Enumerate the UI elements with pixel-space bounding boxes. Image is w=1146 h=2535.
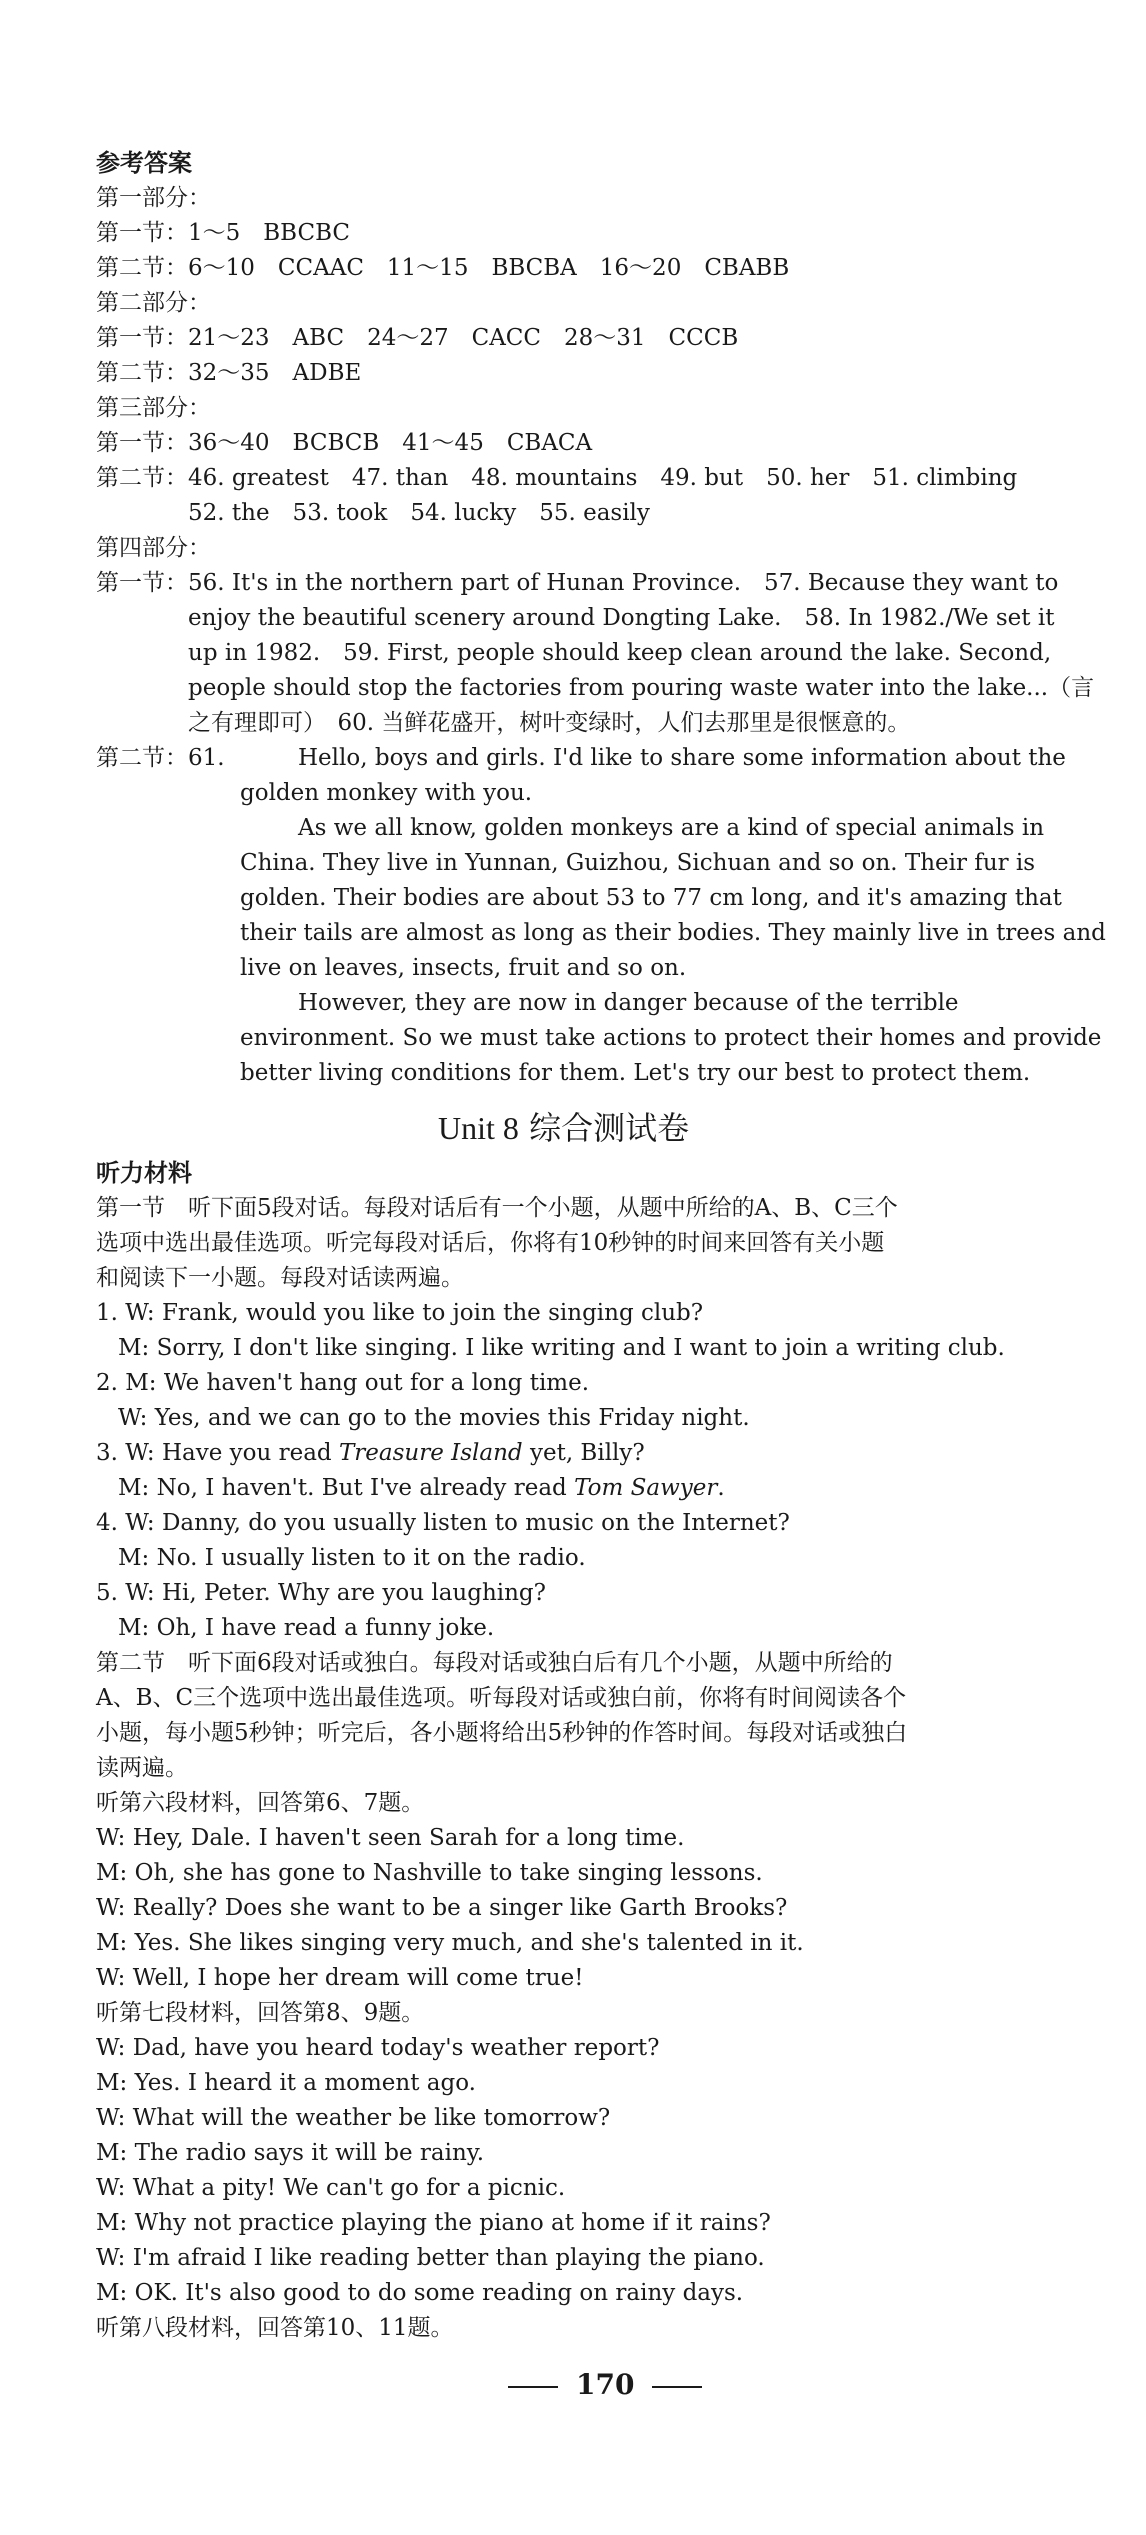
essay-line7: live on leaves, insects, fruit and so on. xyxy=(240,955,687,981)
part1-label: 第一部分： xyxy=(96,185,211,211)
part1-section1: 第一节：1～5 BBCBC xyxy=(96,220,351,246)
part4-label: 第四部分： xyxy=(96,535,211,561)
essay-line4: China. They live in Yunnan, Guizhou, Sichuan and so on. Their fur is xyxy=(240,850,1036,876)
unit-title-cn: 综合测试卷 xyxy=(529,1109,690,1147)
unit-title xyxy=(438,1108,689,1148)
essay-line8: However, they are now in danger because of the terrible xyxy=(298,990,959,1016)
material7-heading: 听第七段材料，回答第8、9题。 xyxy=(96,2000,425,2026)
dialogue-2-m: 2. M: We haven't hang out for a long time. xyxy=(96,1370,590,1396)
dialogue-4-m: M: No. I usually listen to it on the radio. xyxy=(118,1545,586,1571)
dialogue-3-m-post: . xyxy=(717,1475,725,1501)
section2-instruction-line3: 小题，每小题5秒钟；听完后，各小题将给出5秒钟的作答时间。每段对话或独白 xyxy=(96,1720,908,1746)
part4-s2-prefix: 第二节：61. xyxy=(96,745,225,771)
part4-s1-line5: 之有理即可） 60. 当鲜花盛开，树叶变绿时，人们去那里是很惬意的。 xyxy=(188,710,911,736)
material6-line2: M: Oh, she has gone to Nashville to take singing lessons. xyxy=(96,1860,763,1886)
part2-label: 第二部分： xyxy=(96,290,211,316)
material6-heading: 听第六段材料，回答第6、7题。 xyxy=(96,1790,425,1816)
part3-section2-line2: 52. the 53. took 54. lucky 55. easily xyxy=(188,500,650,526)
material8-heading: 听第八段材料，回答第10、11题。 xyxy=(96,2315,454,2341)
material7-line2: M: Yes. I heard it a moment ago. xyxy=(96,2070,476,2096)
listening-heading: 听力材料 xyxy=(96,1159,192,1187)
answers-heading: 参考答案 xyxy=(96,149,192,177)
part4-s1-line3: up in 1982. 59. First, people should keep clean around the lake. Second, xyxy=(188,640,1052,666)
essay-line1: Hello, boys and girls. I'd like to share some information about the xyxy=(298,745,1066,771)
section1-instruction-line1: 第一节 听下面5段对话。每段对话后有一个小题，从题中所给的A、B、C三个 xyxy=(96,1195,898,1221)
dialogue-4-w: 4. W: Danny, do you usually listen to music on the Internet? xyxy=(96,1510,790,1536)
essay-line6: their tails are almost as long as their bodies. They mainly live in trees and xyxy=(240,920,1106,946)
material7-line7: W: I'm afraid I like reading better than playing the piano. xyxy=(96,2245,765,2271)
part2-section1: 第一节：21～23 ABC 24～27 CACC 28～31 CCCB xyxy=(96,325,739,351)
section1-instruction-line3: 和阅读下一小题。每段对话读两遍。 xyxy=(96,1265,464,1291)
material7-line8: M: OK. It's also good to do some reading on rainy days. xyxy=(96,2280,744,2306)
section2-instruction-line1: 第二节 听下面6段对话或独白。每段对话或独白后有几个小题，从题中所给的 xyxy=(96,1650,893,1676)
material7-line3: W: What will the weather be like tomorrow? xyxy=(96,2105,611,2131)
dialogue-3-w xyxy=(96,1438,645,1468)
essay-line3: As we all know, golden monkeys are a kind of special animals in xyxy=(298,815,1045,841)
book-title-tom-sawyer: Tom Sawyer xyxy=(574,1475,718,1501)
essay-line2: golden monkey with you. xyxy=(240,780,533,806)
material6-line5: W: Well, I hope her dream will come true! xyxy=(96,1965,584,1991)
part3-section2-line1: 第二节：46. greatest 47. than 48. mountains 49. but 50. her 51. climbing xyxy=(96,465,1018,491)
part3-section1: 第一节：36～40 BCBCB 41～45 CBACA xyxy=(96,430,593,456)
material6-line1: W: Hey, Dale. I haven't seen Sarah for a long time. xyxy=(96,1825,685,1851)
dialogue-3-m-pre: M: No, I haven't. But I've already read xyxy=(118,1475,575,1501)
page-number xyxy=(490,2370,720,2400)
part4-s1-line4: people should stop the factories from pouring waste water into the lake...（言 xyxy=(188,675,1095,701)
page-number-value: 170 xyxy=(576,2368,635,2401)
part2-section2: 第二节：32～35 ADBE xyxy=(96,360,362,386)
dialogue-1-m: M: Sorry, I don't like singing. I like writing and I want to join a writing club. xyxy=(118,1335,1005,1361)
dialogue-2-w: W: Yes, and we can go to the movies this Friday night. xyxy=(118,1405,750,1431)
dialogue-3-w-pre: 3. W: Have you read xyxy=(96,1440,339,1466)
part1-section2: 第二节：6～10 CCAAC 11～15 BBCBA 16～20 CBABB xyxy=(96,255,790,281)
section2-instruction-line2: A、B、C三个选项中选出最佳选项。听每段对话或独白前，你将有时间阅读各个 xyxy=(96,1685,907,1711)
dialogue-5-w: 5. W: Hi, Peter. Why are you laughing? xyxy=(96,1580,546,1606)
part4-s1-line1: 第一节：56. It's in the northern part of Hunan Province. 57. Because they want to xyxy=(96,570,1059,596)
page-number-dash-right xyxy=(652,2386,702,2388)
material7-line4: M: The radio says it will be rainy. xyxy=(96,2140,485,2166)
section1-instruction-line2: 选项中选出最佳选项。听完每段对话后，你将有10秒钟的时间来回答有关小题 xyxy=(96,1230,885,1256)
material7-line5: W: What a pity! We can't go for a picnic. xyxy=(96,2175,566,2201)
essay-line9: environment. So we must take actions to protect their homes and provide xyxy=(240,1025,1102,1051)
dialogue-3-m xyxy=(118,1473,725,1503)
section2-instruction-line4: 读两遍。 xyxy=(96,1755,188,1781)
dialogue-1-w: 1. W: Frank, would you like to join the singing club? xyxy=(96,1300,704,1326)
material6-line3: W: Really? Does she want to be a singer like Garth Brooks? xyxy=(96,1895,788,1921)
material6-line4: M: Yes. She likes singing very much, and she's talented in it. xyxy=(96,1930,804,1956)
essay-line10: better living conditions for them. Let's try our best to protect them. xyxy=(240,1060,1031,1086)
book-title-treasure-island: Treasure Island xyxy=(338,1440,523,1466)
material7-line1: W: Dad, have you heard today's weather report? xyxy=(96,2035,660,2061)
unit-title-en: Unit 8 xyxy=(438,1110,519,1146)
dialogue-5-m: M: Oh, I have read a funny joke. xyxy=(118,1615,495,1641)
part3-label: 第三部分： xyxy=(96,395,211,421)
material7-line6: M: Why not practice playing the piano at home if it rains? xyxy=(96,2210,771,2236)
dialogue-3-w-post: yet, Billy? xyxy=(522,1440,645,1466)
part4-s1-line2: enjoy the beautiful scenery around Dongting Lake. 58. In 1982./We set it xyxy=(188,605,1055,631)
page-number-dash-left xyxy=(508,2386,558,2388)
essay-line5: golden. Their bodies are about 53 to 77 cm long, and it's amazing that xyxy=(240,885,1062,911)
